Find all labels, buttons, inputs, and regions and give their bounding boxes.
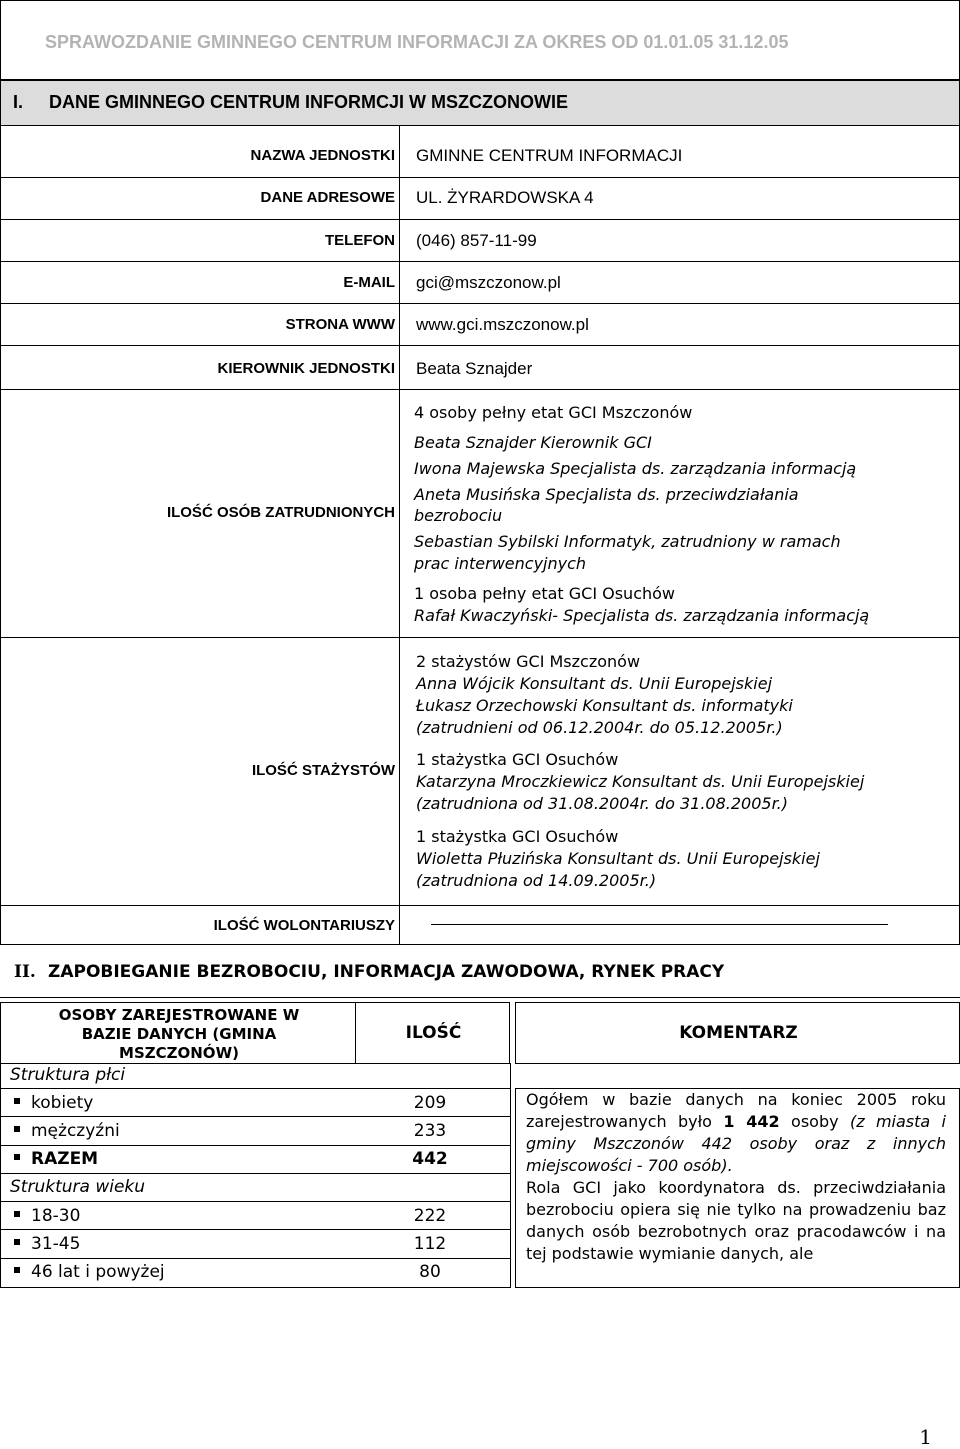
row-label: ILOŚĆ STAŻYSTÓW	[251, 762, 395, 779]
employee-line: 4 osoby pełny etat GCI Mszczonów	[414, 403, 693, 422]
row-label: E-MAIL	[343, 274, 395, 291]
col-header-registered	[0, 1002, 356, 1064]
gender-row-label: mężczyźni	[14, 1121, 120, 1141]
page-number: 1	[919, 1425, 932, 1449]
col-header-comment-label: KOMENTARZ	[679, 1023, 798, 1043]
gender-structure-header: Struktura płci	[10, 1065, 126, 1085]
row-value: www.gci.mszczonow.pl	[416, 315, 589, 334]
gender-row-label: kobiety	[14, 1093, 93, 1113]
section-2-header	[0, 944, 960, 998]
section-2-title: ZAPOBIEGANIE BEZROBOCIU, INFORMACJA ZAWODOWA, RYNEK PRACY	[48, 962, 725, 982]
row-www	[0, 304, 960, 346]
row-employees	[0, 390, 960, 638]
employee-line: Aneta Musińska Specjalista ds. przeciwdziałania	[414, 485, 799, 504]
row-telefon	[0, 220, 960, 262]
row-nazwa	[0, 126, 960, 178]
row-label: DANE ADRESOWE	[260, 189, 395, 206]
intern-line: Wioletta Płuzińska Konsultant ds. Unii Europejskiej	[416, 849, 820, 868]
intern-line: Katarzyna Mroczkiewicz Konsultant ds. Unii Europejskiej	[416, 772, 865, 791]
row-value: (046) 857-11-99	[416, 231, 537, 250]
age-row-value: 80	[419, 1262, 441, 1282]
bullet-icon	[14, 1154, 20, 1160]
intern-line: (zatrudniona od 14.09.2005r.)	[416, 871, 657, 890]
age-row-value: 112	[413, 1234, 447, 1254]
intern-line: 1 stażystka GCI Osuchów	[416, 827, 619, 846]
col-header-line: OSOBY ZAREJESTROWANE W	[58, 1006, 300, 1024]
empty-value-line	[431, 924, 888, 925]
intern-line: (zatrudnieni od 06.12.2004r. do 05.12.2005r.)	[416, 718, 783, 737]
section-1-title: DANE GMINNEGO CENTRUM INFORMCJI W MSZCZONOWIE	[49, 92, 568, 112]
comment-paragraph-2: Rola GCI jako koordynatora ds. przeciwdziałania bezrobociu opiera się nie tylko na prowadzeniu baz danych osób bezrobotnych oraz pracodawców i na tej podstawie wymianie danych, ale	[526, 1178, 946, 1263]
bullet-icon	[14, 1239, 20, 1245]
row-value: GMINNE CENTRUM INFORMACJI	[416, 146, 683, 165]
col-header-line: MSZCZONÓW)	[119, 1044, 239, 1062]
age-row-label: 31-45	[14, 1234, 80, 1254]
gender-row-value: 233	[413, 1121, 447, 1141]
intern-line: Łukasz Orzechowski Konsultant ds. informatyki	[416, 696, 793, 715]
row-label: STRONA WWW	[285, 316, 395, 333]
bullet-icon	[14, 1098, 20, 1104]
bullet-icon	[14, 1126, 20, 1132]
row-label: ILOŚĆ WOLONTARIUSZY	[213, 917, 395, 934]
row-value: gci@mszczonow.pl	[416, 273, 561, 292]
row-adres	[0, 178, 960, 220]
section-2-number: II.	[14, 962, 36, 982]
col-header-count-label: ILOŚĆ	[405, 1023, 462, 1043]
section-1-header	[0, 80, 960, 126]
comment-paragraph-1: Ogółem w bazie danych na koniec 2005 roku zarejestrowanych było 1 442 osoby (z miasta i gminy Mszczonów 442 osoby oraz z innych miejscowości - 700 osób).	[526, 1090, 947, 1175]
employee-line: Rafał Kwaczyński- Specjalista ds. zarządzania informacją	[414, 606, 870, 625]
row-label: ILOŚĆ OSÓB ZATRUDNIONYCH	[166, 504, 395, 521]
row-value: UL. ŻYRARDOWSKA 4	[416, 188, 594, 207]
age-row-value: 222	[413, 1206, 447, 1226]
col-header-comment	[515, 1002, 960, 1064]
row-volunteers	[0, 906, 960, 944]
col-header-count	[355, 1002, 510, 1064]
intern-line: 2 stażystów GCI Mszczonów	[416, 652, 641, 671]
employee-line: Beata Sznajder Kierownik GCI	[414, 433, 652, 452]
row-interns	[0, 638, 960, 906]
intern-line: 1 stażystka GCI Osuchów	[416, 750, 619, 769]
row-label: TELEFON	[325, 232, 395, 249]
employee-line: Sebastian Sybilski Informatyk, zatrudniony w ramach	[414, 532, 841, 551]
bullet-icon	[14, 1211, 20, 1217]
employee-line: Iwona Majewska Specjalista ds. zarządzania informacją	[414, 459, 857, 478]
report-title: SPRAWOZDANIE GMINNEGO CENTRUM INFORMACJI ZA OKRES OD 01.01.05 31.12.05	[45, 32, 789, 52]
row-kierownik	[0, 346, 960, 390]
section-1-number: I.	[13, 92, 24, 112]
intern-line: Anna Wójcik Konsultant ds. Unii Europejskiej	[416, 674, 773, 693]
row-label: NAZWA JEDNOSTKI	[250, 147, 395, 164]
report-title-bar	[0, 0, 960, 80]
employee-line: 1 osoba pełny etat GCI Osuchów	[414, 584, 676, 603]
gender-row-value: 209	[413, 1093, 447, 1113]
gender-row-total-value: 442	[412, 1149, 448, 1169]
gender-row-total-label: RAZEM	[14, 1149, 98, 1169]
row-value: Beata Sznajder	[416, 359, 533, 378]
row-email	[0, 262, 960, 304]
employee-line: bezrobociu	[414, 506, 503, 525]
bullet-icon	[14, 1267, 20, 1273]
employee-line: prac interwencyjnych	[414, 554, 587, 573]
intern-line: (zatrudniona od 31.08.2004r. do 31.08.2005r.)	[416, 794, 788, 813]
age-structure-header: Struktura wieku	[10, 1177, 146, 1197]
age-row-label: 18-30	[14, 1206, 80, 1226]
col-header-line: BAZIE DANYCH (GMINA	[81, 1025, 277, 1043]
row-label: KIEROWNIK JEDNOSTKI	[217, 360, 395, 377]
age-row-label: 46 lat i powyżej	[14, 1262, 165, 1282]
